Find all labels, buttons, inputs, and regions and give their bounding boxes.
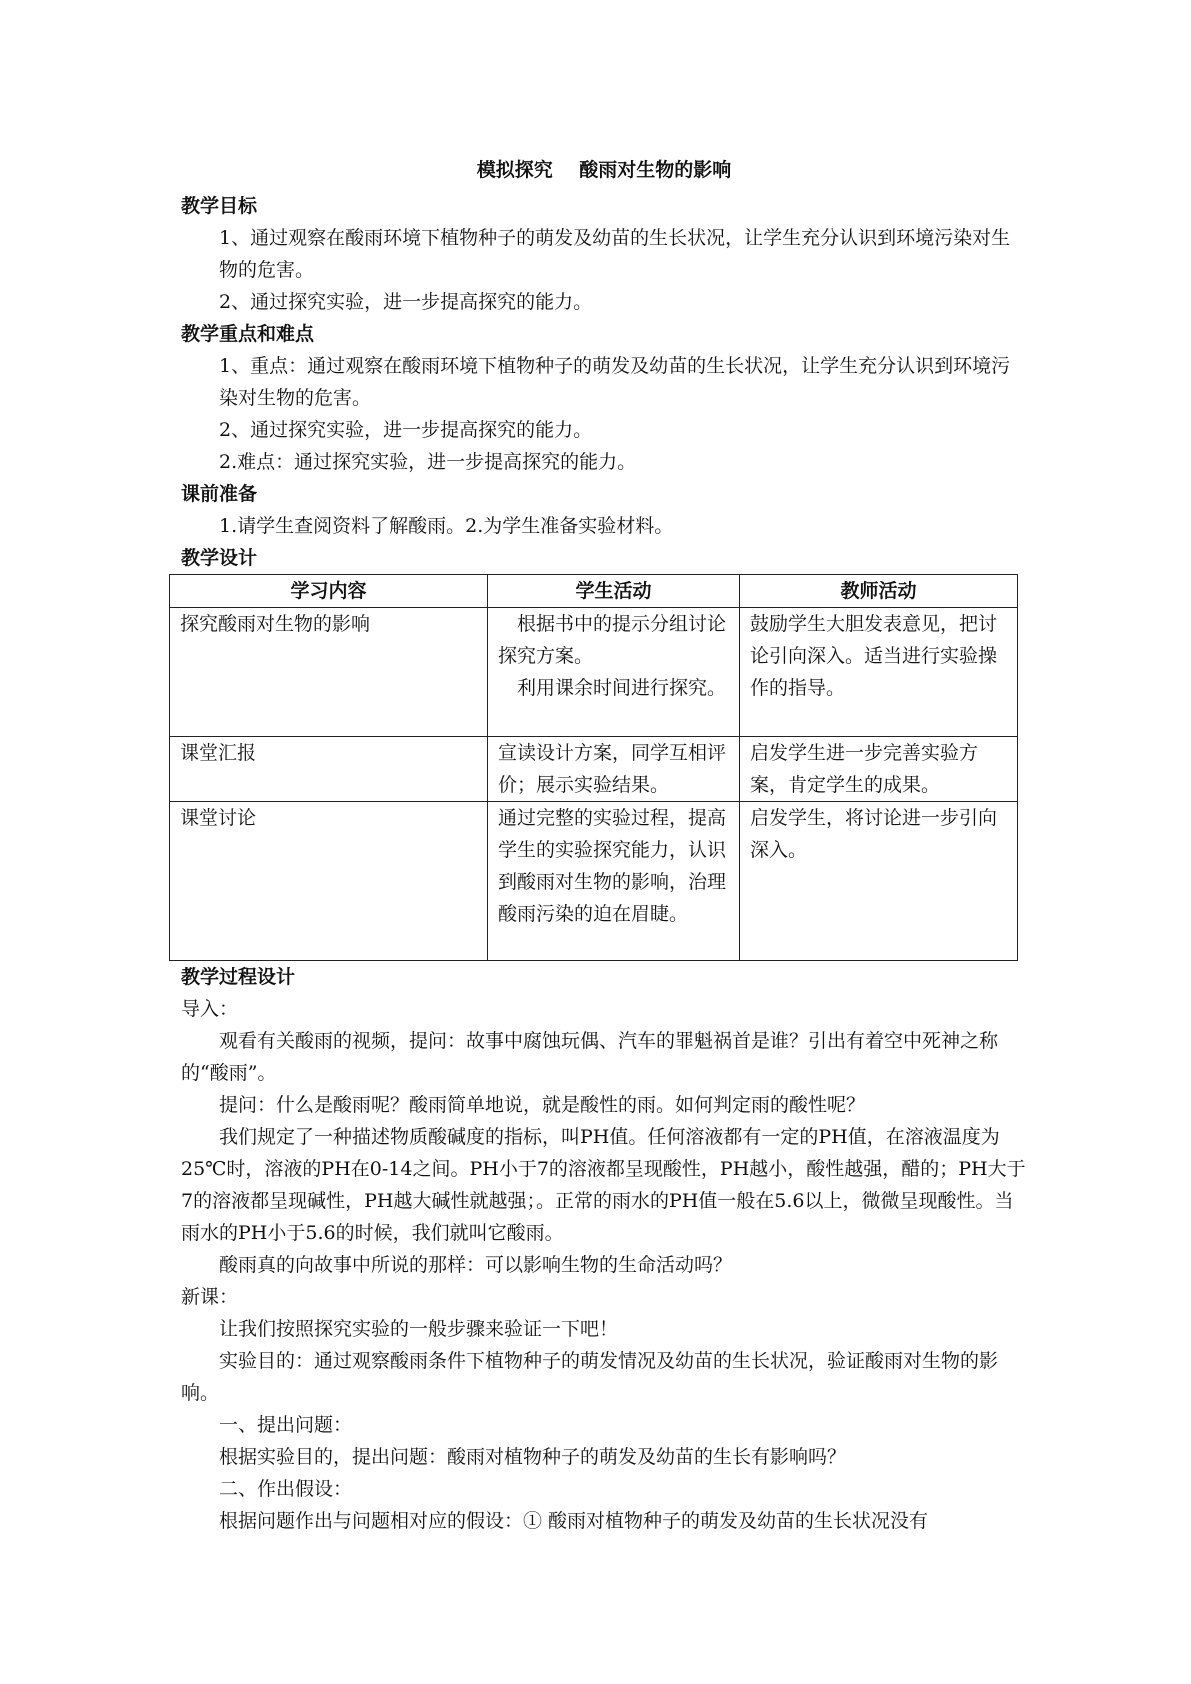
new-lesson-label: 新课： <box>181 1286 239 1308</box>
process-heading: 教学过程设计 <box>181 966 296 988</box>
goal-item: 1、通过观察在酸雨环境下植物种子的萌发及幼苗的生长状况，让学生充分认识到环境污染对生物的危害。 <box>219 227 1011 281</box>
key-point-item: 1、重点：通过观察在酸雨环境下植物种子的萌发及幼苗的生长状况，让学生充分认识到环境污染对生物的危害。 <box>219 355 1011 409</box>
goal-item: 2、通过探究实验，进一步提高探究的能力。 <box>219 291 593 313</box>
intro-paragraph: 提问：什么是酸雨呢？酸雨简单地说，就是酸性的雨。如何判定雨的酸性呢？ <box>219 1094 866 1116</box>
student-activity: 利用课余时间进行探究。 <box>517 677 727 699</box>
table-row <box>170 737 1018 802</box>
table-header-row <box>170 575 1018 608</box>
content-cell: 探究酸雨对生物的影响 <box>170 608 488 737</box>
student-cell <box>488 608 740 737</box>
student-cell <box>488 737 740 802</box>
design-heading: 教学设计 <box>181 547 258 569</box>
column-header: 学习内容 <box>170 575 488 608</box>
table-row <box>170 608 1018 737</box>
student-cell <box>488 802 740 961</box>
intro-paragraph: 我们规定了一种描述物质酸碱度的指标，叫PH值。任何溶液都有一定的PH值，在溶液温度为25℃时，溶液的PH在0-14之间。PH小于7的溶液都呈现酸性，PH越小，酸性越强，醋的；PH大于7的溶液都呈现碱性，PH越大碱性就越强；。正常的雨水的PH值一般在5.6以上，微微呈现酸性。当雨水的PH小于5.6的时候，我们就叫它酸雨。 <box>181 1126 1026 1244</box>
key-points-heading: 教学重点和难点 <box>181 323 315 345</box>
design-table <box>169 574 1018 961</box>
new-lesson-paragraph: 二、作出假设： <box>219 1478 353 1500</box>
table-row <box>170 802 1018 961</box>
column-header: 学生活动 <box>488 575 740 608</box>
preparation-heading: 课前准备 <box>181 483 258 505</box>
new-lesson-paragraph: 实验目的：通过观察酸雨条件下植物种子的萌发情况及幼苗的生长状况，验证酸雨对生物的影响。 <box>181 1350 999 1404</box>
student-activity: 宣读设计方案，同学互相评价；展示实验结果。 <box>498 742 727 796</box>
teacher-cell: 启发学生进一步完善实验方案，肯定学生的成果。 <box>740 737 1018 802</box>
teacher-cell: 启发学生，将讨论进一步引向深入。 <box>740 802 1018 961</box>
new-lesson-paragraph: 一、提出问题： <box>219 1414 353 1436</box>
new-lesson-paragraph: 根据实验目的，提出问题：酸雨对植物种子的萌发及幼苗的生长有影响吗？ <box>219 1446 847 1468</box>
new-lesson-paragraph: 根据问题作出与问题相对应的假设：① 酸雨对植物种子的萌发及幼苗的生长状况没有 <box>219 1510 929 1532</box>
key-point-item: 2、通过探究实验，进一步提高探究的能力。 <box>219 419 593 441</box>
column-header: 教师活动 <box>740 575 1018 608</box>
goals-heading: 教学目标 <box>181 195 258 217</box>
teacher-cell: 鼓励学生大胆发表意见，把讨论引向深入。适当进行实验操作的指导。 <box>740 608 1018 737</box>
key-point-item: 2.难点：通过探究实验，进一步提高探究的能力。 <box>219 451 637 473</box>
student-activity: 根据书中的提示分组讨论探究方案。 <box>498 613 727 667</box>
intro-paragraph: 观看有关酸雨的视频，提问：故事中腐蚀玩偶、汽车的罪魁祸首是谁？引出有着空中死神之称的“酸雨”。 <box>181 1030 999 1084</box>
content-cell: 课堂讨论 <box>170 802 488 961</box>
new-lesson-paragraph: 让我们按照探究实验的一般步骤来验证一下吧！ <box>219 1318 619 1340</box>
preparation-text: 1.请学生查阅资料了解酸雨。2.为学生准备实验材料。 <box>219 515 674 537</box>
content-cell: 课堂汇报 <box>170 737 488 802</box>
intro-paragraph: 酸雨真的向故事中所说的那样：可以影响生物的生命活动吗？ <box>219 1254 733 1276</box>
intro-label: 导入： <box>181 998 239 1020</box>
lesson-plan <box>181 150 1027 1537</box>
student-activity: 通过完整的实验过程，提高学生的实验探究能力，认识到酸雨对生物的影响，治理酸雨污染的迫在眉睫。 <box>498 807 727 925</box>
page-title: 模拟探究 酸雨对生物的影响 <box>476 159 732 181</box>
